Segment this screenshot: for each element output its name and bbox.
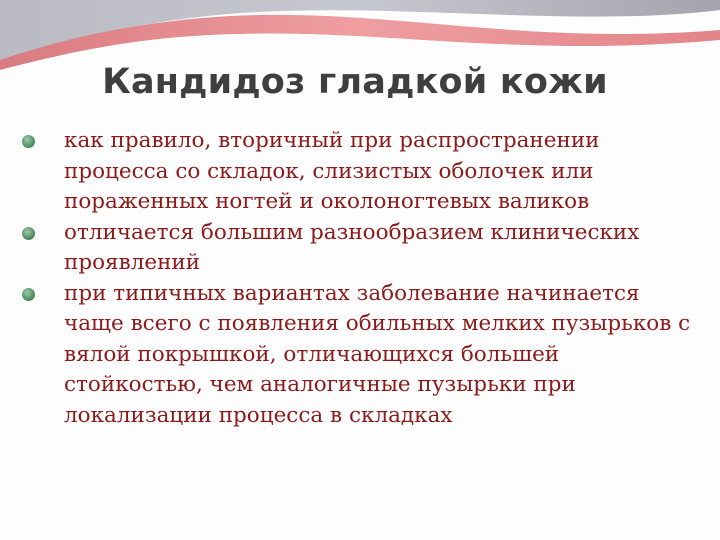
bullet-item: [22, 126, 702, 218]
bullet-text: при типичных вариантах заболевание начинается чаще всего с появления обильных мелких пузырьков с вялой покрышкой, отличающихся большей стойкостью, чем аналогичные пузырьки при локализации процесса в складках: [64, 280, 691, 428]
bullet-list: [22, 126, 702, 431]
bullet-dot-icon: [22, 288, 35, 301]
slide-title: Кандидоз гладкой кожи: [102, 62, 608, 102]
bullet-dot-icon: [22, 135, 35, 148]
bullet-dot-icon: [22, 227, 35, 240]
bullet-text: отличается большим разнообразием клинических проявлений: [64, 219, 640, 275]
bullet-item: [22, 279, 702, 432]
bullet-item: [22, 218, 702, 279]
header-wave-decoration: [0, 0, 720, 70]
bullet-text: как правило, вторичный при распространении процесса со складок, слизистых оболочек или пораженных ногтей и околоногтевых валиков: [64, 128, 600, 214]
